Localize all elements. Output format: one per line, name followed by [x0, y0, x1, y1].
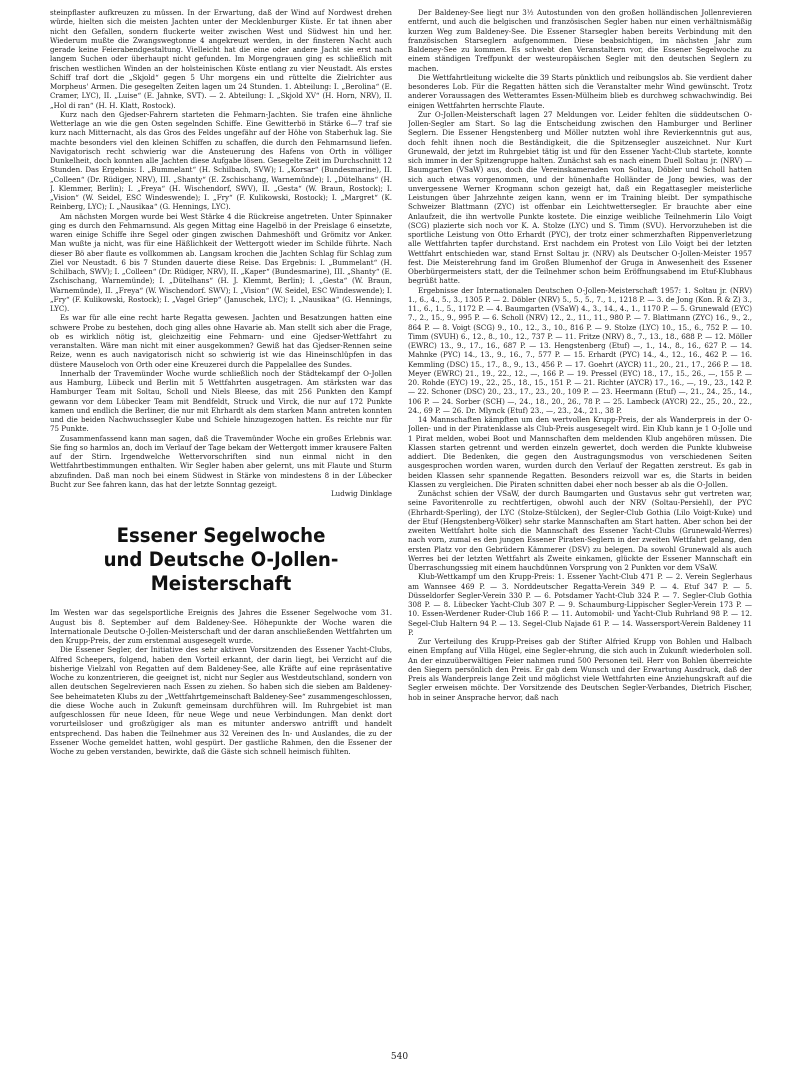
- paragraph: Kurz nach den Gjedser-Fahrern starteten die Fehmarn-Jachten. Sie trafen eine ähnliche Wetterlage an wie die gen Osten segelnden Schiffe. Eine Gewitterbö in Stärke 6—7 traf sie kurz nach Mitternacht, als das Gros des Feldes ungefähr auf der Höhe von Staberhuk lag. Sie machte besonders viel den kleinen Schiffen zu schaffen, die durch den Fehmarnsund liefen. Navigatorisch recht schwierig war die Ansteuerung des Hafens von Orth in völliger Dunkelheit, doch konnten alle Jachten diese Aufgabe lösen. Gesegelte Zeit im Durchschnitt 12 Stunden. Das Ergebnis: I. „Bummelant“ (H. Schilbach, SVW); I. „Korsar“ (Bundesmarine), II. „Colleen“ (Dr. Rüdiger, NRV), III. „Shanty“ (E. Zschischang, Warnemünde); I. „Dütelhans“ (H. J. Klemmer, Berlin); I. „Freya“ (H. Wischendorf, SWV), II. „Gesta“ (W. Braun, Rostock); I. „Vision“ (W. Seidel, ESC Windeswende); I. „Fry“ (F. Kulikowski, Rostock); I. „Margret“ (K. Reinberg, LYC); I. „Nausikaa“ (G. Hennings, LYC).: [50, 109, 392, 212]
- page-number: 540: [390, 1052, 409, 1062]
- paragraph: Zur O-Jollen-Meisterschaft lagen 27 Meldungen vor. Leider fehlten die süddeutschen O-Jollen-Segler am Start. So lag die Entscheidung zwischen den Hamburger und Berliner Seglern. Die Essener Hengstenberg und Möller nutzten wohl ihre Revierkenntnis gut aus, doch fehlt ihnen noch die Beständigkeit, die die Spitzensegler auszeichnet. Nur Kurt Grunewald, der jetzt im Ruhrgebiet tätig ist und für den Essener Yacht-Club startete, konnte sich immer in der Spitzengruppe halten. Zunächst sah es nach einem Duell Soltau jr. (NRV) — Baumgarten (VSaW) aus, doch die Vereinskameraden von Soltau, Döbler und Scholl hatten sich auch etwas vorgenommen, und der hünenhafte Holländer de Jong bewies, was der unvergessene Werner Krogmann schon gezeigt hat, daß ein Regattasegler meisterliche Leistungen über Jahrzehnte zeigen kann, wenn er im Training bleibt. Der sympathische Schweizer Blattmann (ZYC) ist offenbar ein Leichtwettersegler. Er brauchte aber eine Anlaufzeit, die ihn wertvolle Punkte kostete. Die einzige weibliche Teilnehmerin Lilo Voigt (SCG) plazierte sich noch vor K. A. Stolze (LYC) und S. Timm (SVU). Hervorzuheben ist die sportliche Leistung von Otto Erhardt (PYC), der trotz einer schmerzhaften Rippenverletzung alle Wettfahrten tapfer durchstand. Erst nachdem ein Protest von Lilo Voigt bei der letzten Wettfahrt entschieden war, stand Ernst Soltau jr. (NRV) als Deutscher O-Jollen-Meister 1957 fest. Die Meisterehrung fand im Großen Blumenhof der Gruga in Anwesenheit des Essener Oberbürgermeisters statt, der die Teilnehmer schon beim Eröffnungsabend im Etuf-Klubhaus begrüßt hatte.: [408, 109, 752, 286]
- author-signature: Ludwig Dinklage: [330, 489, 392, 498]
- paragraph: Am nächsten Morgen wurde bei West Stärke 4 die Rückreise angetreten. Unter Spinnaker ging es durch den Fehmarnsund. Als gegen Mittag eine Hagelbö in der Preislage 6 einsetzte, waren einige Schiffe ihre Segel oder gingen zwischen Dahmeshöft und Grömitz vor Anker. Man wußte ja nicht, was für eine Häßlichkeit der Wettergott wieder im Schilde führte. Nach dieser Bö aber flaute es vollkommen ab. Langsam krochen die Jachten Schlag für Schlag zum Ziel vor Neustadt. 6 bis 7 Stunden dauerte diese Reise. Das Ergebnis: I. „Bummelant“ (H. Schilbach, SWV); I. „Colleen“ (Dr. Rüdiger, NRV), II. „Kaper“ (Bundesmarine), III. „Shanty“ (E. Zschischang, Warnemünde); I. „Dütelhans“ (H. J. Klemmt, Berlin); I. „Gesta“ (W. Braun, Warnemünde), II. „Freya“ (W. Wischendorf. SWV); I. „Vision“ (W. Seidel, ESC Windeswende); I. „Fry“ (F. Kulikowski, Rostock); I. „Vagel Griep“ (Januschek, LYC); I. „Nausikaa“ (G. Hennings, LYC).: [50, 211, 392, 313]
- paragraph: Die Wettfahrtleitung wickelte die 39 Starts pünktlich und reibungslos ab. Sie verdient daher besonderes Lob. Für die Regatten hätten sich die Veranstalter mehr Wind gewünscht. Trotz anderer Voraussagen des Wetteramtes Essen-Mülheim blieb es durchweg schwachwindig. Bei einigen Wettfahrten herrschte Flaute.: [408, 72, 752, 110]
- paragraph: Zunächst schien der VSaW, der durch Baumgarten und Gustavus sehr gut vertreten war, seine Favoritenrolle zu rechtfertigen, obwohl auch der NRV (Soltau-Persiehl), der PYC (Ehrhardt-Sperling), der LYC (Stolze-Stülcken), der Segler-Club Gothia (Lilo Voigt-Kuke) und der Etuf (Hengstenberg-Völker) sehr starke Mannschaften am Start hatten. Aber schon bei der zweiten Wettfahrt holte sich die Mannschaft des Essener Yacht-Clubs (Grunewald-Werres) nach vorn, zumal es den jungen Essener Piraten-Seglern in der zweiten Wettfahrt gelang, den ersten Platz vor den Gebrüdern Kämmerer (DSV) zu belegen. Da sowohl Grunewald als auch Werres bei der letzten Wettfahrt als Zweite einkamen, glückte der Essener Mannschaft ein Überraschungssieg mit einem hauchdünnen Vorsprung von 2 Punkten vor dem VSaW.: [408, 489, 752, 572]
- paragraph: 14 Mannschaften kämpften um den wertvollen Krupp-Preis, der als Wanderpreis in der O-Jollen- und in der Piratenklasse als Club-Preis ausgesegelt wird. Ein Klub kann je 1 O-Jolle und 1 Pirat melden, wobei Boot und Mannschaften dem meldenden Klub angehören müssen. Die Klassen starten getrennt und werden einzeln gewertet, doch werden die Punkte klubweise addiert. Die Bedenken, die gegen den Austragungsmodus von verschiedenen Seiten ausgesprochen worden waren, wurden durch den Verlauf der Regatten zerstreut. Es gab in beiden Klassen sehr spannende Regatten. Besonders reizvoll war es, die Starts in beiden Klassen zu vergleichen. Die Piraten schnitten dabei eher noch besser ab als die O-Jollen.: [408, 415, 752, 489]
- results-paragraph: Ergebnisse der Internationalen Deutschen O-Jollen-Meisterschaft 1957: 1. Soltau jr. (NRV) 1., 6., 4., 5., 3., 1305 P. — 2. Döbler (NRV) 5., 5., 5., 7., 1., 1218 P. — 3. de Jong (Kon. R & Z) 3., 11., 6., 1., 5., 1172 P. — 4. Baumgarten (VSaW) 4., 3., 14., 4., 1., 1170 P. — 5. Grunewald (EYC) 7., 2., 15., 9., 995 P. — 6. Scholl (NRV) 12., 2., 11., 11., 980 P. — 7. Blattmann (ZYC) 16., 9., 2., 864 P. — 8. Voigt (SCG) 9., 10., 12., 3., 10., 816 P. — 9. Stolze (LYC) 10., 15., 6., 752 P. — 10. Timm (SVUH) 6., 12., 8., 10., 12., 737 P. — 11. Fritze (NRV) 8., 7., 13., 18., 688 P. — 12. Möller (EWRC) 13., 9., 17., 16., 687 P. — 13. Hengstenberg (Etuf) —, 1., 14., 8., 16., 627 P. — 14. Mahnke (PYC) 14., 13., 9., 16., 7., 577 P. — 15. Erhardt (PYC) 14., 4., 12., 16., 462 P. — 16. Kemmling (DSC) 15., 17., 8., 9., 13., 456 P. — 17. Goehrt (AYCR) 11., 20., 21., 17., 266 P. — 18. Meyer (EWRC) 21., 19., 22., 12., —, 166 P. — 19. Pressel (EYC) 18., 17., 15., 26., —, 155 P. — 20. Rohde (EYC) 19., 22., 25., 18., 15., 151 P. — 21. Richter (AYCR) 17., 16., —, 19., 23., 142 P. — 22. Schoner (DSC) 20., 23., 17., 23., 20., 109 P. — 23. Heermann (Etuf) —, 21., 24., 25., 14., 106 P. — 24. Sorber (SCH) —, 24., 18., 20., 26., 78 P. — 25. Lambeck (AYCR) 22., 25., 20., 22., 24., 69 P. — 26. Dr. Mlynck (Etuf) 23., —, 23., 24., 21., 38 P.: [408, 285, 752, 415]
- paragraph: Die Essener Segler, der Initiative des sehr aktiven Vorsitzenden des Essener Yacht-Clubs, Alfred Scheepers, folgend, haben den Vorteil erkannt, der darin liegt, bei Verzicht auf die bisherige Vielzahl von Regatten auf dem Baldeney-See, alle Kräfte auf eine repräsentative Woche zu konzentrieren, die geeignet ist, nicht nur Segler aus Westdeutschland, sondern von allen deutschen Segelrevieren nach Essen zu ziehen. So haben sich die sieben am Baldeney-See beheimateten Klubs zu der „Wettfahrtgemeinschaft Baldeney-See“ zusammengeschlossen, die diese Woche auch in Zukunft gemeinsam durchführen will. Im Ruhrgebiet ist man aufgeschlossen für neue Ideen, für neue Wege und neue Verbindungen. Man denkt dort vorurteilsloser und großzügiger als man es mitunter anderswo antrifft und handelt entsprechend. Das haben die Teilnehmer aus 32 Vereinen des In- und Auslandes, die zu der Essener Woche gemeldet hatten, wohl gespürt. Der gastliche Rahmen, den die Essener der Woche zu geben verstanden, bewirkte, daß die Gäste sich schnell heimisch fühlten.: [50, 645, 392, 756]
- paragraph: Zusammenfassend kann man sagen, daß die Travemünder Woche ein großes Erlebnis war. Sie fing so harmlos an, doch im Verlauf der Tage bekam der Wettergott immer krausere Falten auf der Stirn. Irgendwelche Wettervorschriften sind nun einmal nicht in den Wettfahrtbestimmungen enthalten. Wir Segler haben aber gelernt, uns mit Flaute und Sturm abzufinden. Daß man noch bei einem Südwest in Stärke von mindestens 8 in der Lübecker Bucht zur See fahren kann, das hat der letzte Sonntag gezeigt.: [50, 433, 392, 489]
- paragraph: Zur Verteilung des Krupp-Preises gab der Stifter Alfried Krupp von Bohlen und Halbach einen Empfang auf Villa Hügel, eine Segler-ehrung, die sich auch in Zukunft wiederholen soll. An der einzuüberwältigen Feier nahmen rund 500 Personen teil. Herr von Bohlen überreichte den Siegern persönlich den Preis. Er gab dem Wunsch und der Erwartung Ausdruck, daß der Preis als Wanderpreis lange Zeit und möglichst viele Wettfahrten eine Anziehungskraft auf die Segler erweisen möchte. Der Vorsitzende des Deutschen Segler-Verbandes, Dietrich Fischer, hob in seiner Ansprache hervor, daß nach: [408, 637, 752, 702]
- paragraph: Es war für alle eine recht harte Regatta gewesen. Jachten und Besatzungen hatten eine schwere Probe zu bestehen, doch ging alles ohne Havarie ab. Man stellt sich aber die Frage, ob es wirklich nötig ist, gleichzeitig eine Fehmarn- und eine Gjedser-Wettfahrt zu veranstalten. Wäre man nicht mit einer ausgekommen? Gewiß hat das Gjedser-Rennen seine Reize, wenn es auch navigatorisch nicht so schwierig ist wie das Hineinschlüpfen in das düstere Mauseloch von Orth oder eine Kreuzerei durch die Pappelallee des Sundes.: [50, 313, 392, 369]
- results-paragraph: Klub-Wettkampf um den Krupp-Preis: 1. Essener Yacht-Club 471 P. — 2. Verein Seglerhaus am Wannsee 469 P. — 3. Norddeutscher Regatta-Verein 349 P. — 4. Etuf 347 P. — 5. Düsseldorfer Segler-Verein 330 P. — 6. Potsdamer Yacht-Club 324 P. — 7. Segler-Club Gothia 308 P. — 8. Lübecker Yacht-Club 307 P. — 9. Schaumburg-Lippischer Segler-Verein 173 P. — 10. Essen-Werdener Ruder-Club 166 P. — 11. Automobil- und Yacht-Club Ruhrland 98 P. — 12. Segel-Club Haltern 94 P. — 13. Segel-Club Najade 61 P. — 14. Wassersport-Verein Baldeney 11 P.: [408, 572, 752, 637]
- headline-line-1: Essener Segelwoche: [116, 524, 326, 548]
- article-headline: [62, 524, 380, 596]
- paragraph: Der Baldeney-See liegt nur 3½ Autostunden von den großen holländischen Jollenrevieren entfernt, und auch die belgischen und französischen Segler haben nur einen verhältnismäßig kurzen Weg zum Baldeney-See. Die Essener Starsegler haben bereits Verbindung mit den französischen Starseglern aufgenommen. Diese beabsichtigen, im nächsten Jahr zum Baldeney-See zu kommen. Es schwebt den Veranstaltern vor, die Essener Segelwoche zu einem ständigen Treffpunkt der westeuropäischen Segler mit den deutschen Seglern zu machen.: [408, 8, 752, 73]
- left-column: [50, 8, 392, 1068]
- paragraph: Innerhalb der Travemünder Woche wurde schließlich noch der Städtekampf der O-Jollen aus Hamburg, Lübeck und Berlin mit 5 Wettfahrten ausgetragen. Am stärksten war das Hamburger Team mit Soltau, Scholl und Niels Bleese, das mit 256 Punkten den Kampf gewann vor dem Lübecker Team mit Bendfeldt, Struck und Virck, die nur auf 172 Punkte kamen und endlich die Berliner, die nur mit Ehrhardt als dem starken Mann antreten konnten und die beiden Nachwuchssegler Kube und Schiele hinzugezogen hatten. Es reichte nur für 75 Punkte.: [50, 368, 392, 434]
- paragraph: Im Westen war das segelsportliche Ereignis des Jahres die Essener Segelwoche vom 31. August bis 8. September auf dem Baldeney-See. Höhepunkte der Woche waren die Internationale Deutsche O-Jollen-Meisterschaft und der daran anschließenden Wettfahrten um den Krupp-Preis, der zum erstenmal ausgesegelt wurde.: [50, 608, 392, 645]
- headline-line-2: und Deutsche O-Jollen-Meisterschaft: [103, 548, 339, 596]
- paragraph: steinpflaster aufkreuzen zu müssen. In der Erwartung, daß der Wind auf Nordwest drehen würde, hielten sich die meisten Jachten unter der Mecklenburger Küste. Er tat ihnen aber nicht den Gefallen, sondern fluckerte weiter zwischen West und Südwest hin und her. Wiederum mußte die Zwangswegtonne 4 angekreuzt werden, in der finsteren Nacht auch gerade keine Feierabendgestaltung. Vielleicht hat die eine oder andere Jacht sie erst nach langem Suchen oder überhaupt nicht gefunden. Im Morgengrauen ging es schließlich mit frischen westlichen Winden an der holsteinischen Küste entlang zu vier Neustadt. Als erstes Schiff traf dort die „Skjold“ gegen 5 Uhr morgens ein und rüttelte die Zielrichter aus Morpheus' Armen. Die gesegelten Zeiten lagen um 24 Stunden. 1. Abteilung: I. „Berolina“ (E. Cramer, LYC), II. „Luise“ (E. Jahnke, SVT). — 2. Abteilung: I. „Skjold XV“ (H. Horn, NRV), II. „Hol di ran“ (H. H. Klatt, Rostock).: [50, 8, 392, 110]
- right-column: [408, 8, 752, 1068]
